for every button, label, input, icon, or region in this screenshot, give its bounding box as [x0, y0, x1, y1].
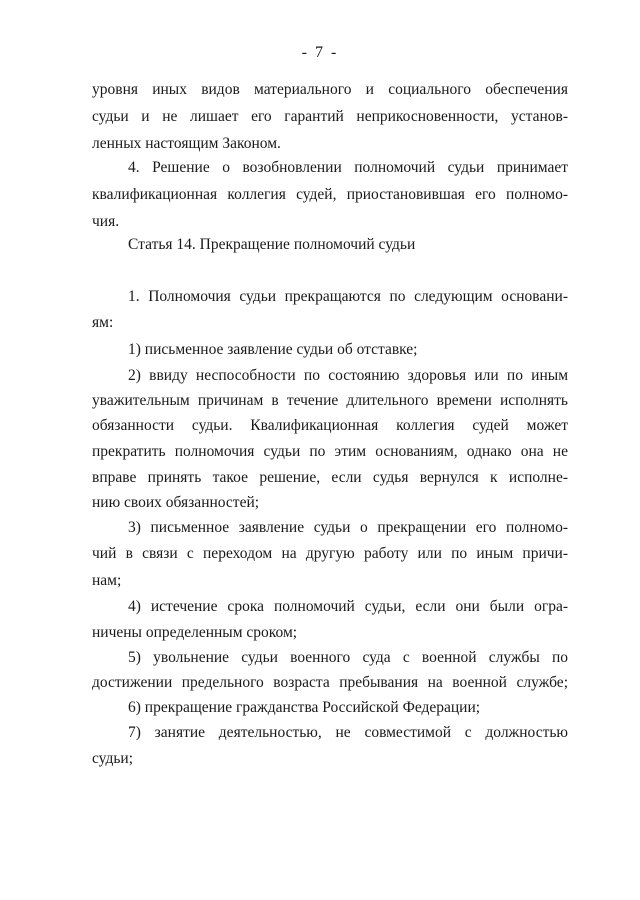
- text-line: ям:: [92, 314, 114, 331]
- text-line: нам;: [92, 572, 122, 589]
- text-line: судьи и не лишает его гарантий неприкосновенности, установ-: [92, 108, 568, 125]
- list-item: 4) истечение срока полномочий судьи, если они были огра-: [128, 598, 568, 615]
- text-line: 1. Полномочия судьи прекращаются по следующим основани-: [128, 288, 568, 305]
- text-line: нию своих обязанностей;: [92, 494, 260, 511]
- list-item: 2) ввиду неспособности по состоянию здоровья или по иным: [128, 367, 568, 384]
- text-line: достижении предельного возраста пребывания на военной службе;: [92, 674, 568, 691]
- article-heading: Статья 14. Прекращение полномочий судьи: [128, 236, 416, 253]
- list-item: 7) занятие деятельностью, не совместимой с должностью: [128, 724, 568, 741]
- text-line: обязанности судьи. Квалификационная коллегия судей может: [92, 417, 568, 434]
- list-item: 5) увольнение судьи военного суда с военной службы по: [128, 649, 568, 666]
- text-line: ленных настоящим Законом.: [92, 135, 281, 152]
- text-line: уважительным причинам в течение длительного времени исполнять: [92, 392, 568, 409]
- list-item: 1) письменное заявление судьи об отставке;: [128, 341, 418, 358]
- text-line: квалификационная коллегия судей, приостановившая его полномо-: [92, 186, 568, 203]
- list-item: 3) письменное заявление судьи о прекращении его полномо-: [128, 519, 568, 536]
- text-line: судьи;: [92, 750, 134, 767]
- text-line: прекратить полномочия судьи по этим основаниям, однако она не: [92, 443, 568, 460]
- text-line: чий в связи с переходом на другую работу или по иным причи-: [92, 545, 568, 562]
- text-line: 4. Решение о возобновлении полномочий судьи принимает: [128, 159, 568, 176]
- text-line: уровня иных видов материального и социального обеспечения: [92, 81, 568, 98]
- text-line: ничены определенным сроком;: [92, 624, 298, 641]
- page-number: - 7 -: [301, 44, 339, 61]
- list-item: 6) прекращение гражданства Российской Федерации;: [128, 699, 481, 716]
- text-line: вправе принять такое решение, если судья вернулся к исполне-: [92, 469, 568, 486]
- text-line: чия.: [92, 213, 120, 230]
